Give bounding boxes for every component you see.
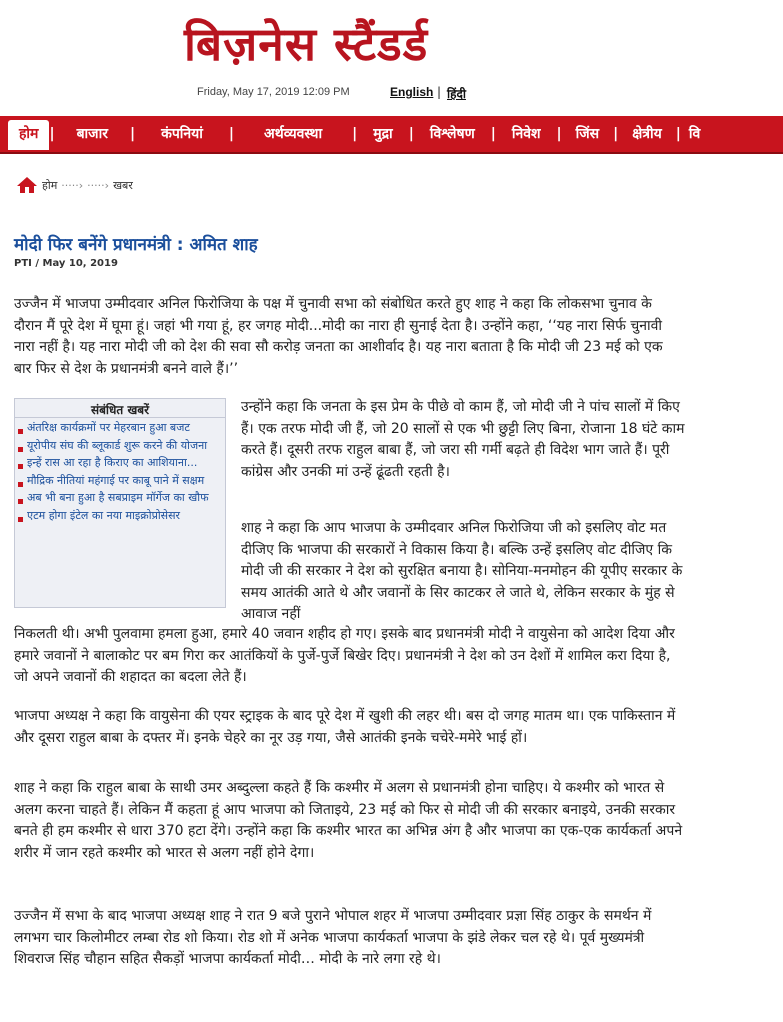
bullet-icon bbox=[18, 499, 23, 504]
nav-separator: | bbox=[490, 126, 496, 142]
nav-separator: | bbox=[49, 126, 55, 142]
language-english-link[interactable]: English bbox=[390, 85, 434, 99]
article-paragraph: उज्जैन में सभा के बाद भाजपा अध्यक्ष शाह ने रात 9 बजे पुराने भोपाल शहर में भाजपा उम्मीदवार प्रज्ञा सिंह ठाकुर के समर्थन में लगभग चार किलोमीटर लम्बा रोड शो किया। रोड शो में अनेक भाजपा कार्यकर्ता भाजपा के झंडे लेकर चल रहे थे। पूर्व मुख्यमंत्री शिवराज सिंह चौहान सहित सैकड़ों भाजपा कार्यकर्ता मोदी… मोदी के नारे लगा रहे थे। bbox=[14, 908, 652, 967]
nav-separator: | bbox=[228, 126, 235, 142]
breadcrumb-home[interactable]: होम bbox=[42, 178, 58, 192]
article-paragraph: उन्होंने कहा कि जनता के इस प्रेम के पीछे वो काम हैं, जो मोदी जी ने पांच सालों में किए हैं। एक तरफ मोदी जी हैं, जो 20 सालों से एक भी छुट्टी लिए बिना, रोजाना 18 घंटे काम करते हैं। दूसरी तरफ राहुल बाबा हैं, जो जरा सी गर्मी बढ़ते ही विदेश भाग जाते हैं। पूरी कांग्रेस और उनकी मां उन्हें ढूंढती रहती है। bbox=[241, 399, 685, 480]
bullet-icon bbox=[18, 517, 23, 522]
nav-separator: | bbox=[675, 126, 681, 142]
home-icon[interactable] bbox=[16, 176, 38, 194]
bullet-icon bbox=[18, 482, 23, 487]
related-news-link[interactable]: एटम होगा इंटेल का नया माइक्रोप्रोसेसर bbox=[27, 508, 181, 522]
article-paragraph: उज्जैन में भाजपा उम्मीदवार अनिल फिरोजिया के पक्ष में चुनावी सभा को संबोधित करते हुए शाह ने कहा कि लोकसभा चुनाव के दौरान मैं पूरे देश में घूमा हूं। जहां भी गया हूं, हर जगह मोदी...मोदी का नारा ही सुनाई देता है। उन्होंने कहा, ‘‘यह नारा सिर्फ चुनावी नारा नहीं है। यह नारा मोदी जी को देश की सवा सौ करोड़ जनता का आशीर्वाद है। यह नारा बताता है कि मोदी जी 23 मई को एक बार फिर से देश के प्रधानमंत्री बनने वाले हैं।’’ bbox=[14, 296, 663, 377]
bullet-icon bbox=[18, 429, 23, 434]
related-news-heading: संबंधित खबरें bbox=[15, 399, 225, 418]
related-news-item[interactable] bbox=[17, 438, 221, 454]
related-news-item[interactable] bbox=[17, 490, 221, 506]
related-news-link[interactable]: अब भी बना हुआ है सबप्राइम मॉर्गेज का खौफ bbox=[27, 491, 209, 504]
nav-separator: | bbox=[129, 126, 136, 142]
date-time: Friday, May 17, 2019 12:09 PM bbox=[197, 86, 350, 98]
article-paragraph: शाह ने कहा कि राहुल बाबा के साथी उमर अब्दुल्ला कहते हैं कि कश्मीर में अलग से प्रधानमंत्री होना चाहिए। ये कश्मीर को भारत से अलग करना चाहते हैं। लेकिन मैं कहता हूं आप भाजपा को जिताइये, 23 मई को फिर से मोदी जी की सरकार बनाइये, उनकी सरकार बनते ही हम कश्मीर से धारा 370 हटा देंगे। उन्होंने कहा कि कश्मीर भारत का अभिन्न अंग है और भाजपा का एक-एक कार्यकर्ता अपने शरीर में जान रहते कश्मीर को भारत से अलग नहीं होने देगा। bbox=[14, 780, 683, 861]
related-news-item[interactable] bbox=[17, 420, 221, 436]
nav-separator: | bbox=[556, 126, 562, 142]
nav-investment[interactable]: निवेश bbox=[511, 126, 541, 142]
nav-home[interactable]: होम bbox=[8, 120, 49, 150]
language-separator: | bbox=[437, 85, 442, 99]
nav-separator: | bbox=[352, 126, 358, 142]
nav-more[interactable]: वि bbox=[688, 126, 701, 142]
nav-bazar[interactable]: बाजार bbox=[76, 126, 108, 142]
main-nav bbox=[0, 116, 783, 154]
site-logo[interactable]: बिज़नेस स्टैंडर्ड bbox=[184, 17, 429, 71]
nav-currency[interactable]: मुद्रा bbox=[373, 126, 393, 142]
related-news-link[interactable]: मौद्रिक नीतियां महंगाई पर काबू पाने में सक्षम bbox=[27, 473, 205, 487]
language-hindi-link[interactable]: हिंदी bbox=[447, 87, 466, 101]
nav-separator: | bbox=[613, 126, 619, 142]
related-news-item[interactable] bbox=[17, 508, 221, 524]
nav-regional[interactable]: क्षेत्रीय bbox=[632, 126, 662, 142]
related-news-item[interactable] bbox=[17, 455, 221, 471]
article-meta: PTI / May 10, 2019 bbox=[14, 258, 118, 269]
article-paragraph-continued: निकलती थी। अभी पुलवामा हमला हुआ, हमारे 40 जवान शहीद हो गए। इसके बाद प्रधानमंत्री मोदी ने वायुसेना को आदेश दिया और हमारे जवानों ने बालाकोट पर बम गिरा कर आतंकियों के पुर्जे-पुर्जे बिखेर दिए। प्रधानमंत्री ने देश को उन देशों में शामिल करा दिया है, जो अपने जवानों की शहादत का बदला लेते हैं। bbox=[14, 626, 675, 685]
article-paragraph: शाह ने कहा कि आप भाजपा के उम्मीदवार अनिल फिरोजिया जी को इसलिए वोट मत दीजिए कि भाजपा की सरकारों ने विकास किया है। बल्कि उन्हें इसलिए वोट दीजिए कि मोदी जी की सरकार ने देश को सुरक्षित बनाया है। सोनिया-मनमोहन की यूपीए सरकार के समय आतंकी आते थे और जवानों के सिर काटकर ले जाते थे, लेकिन सरकार के मुंह से आवाज नहीं bbox=[241, 520, 683, 622]
nav-analysis[interactable]: विश्लेषण bbox=[429, 126, 475, 142]
breadcrumb bbox=[16, 176, 133, 194]
article-date: May 10, 2019 bbox=[42, 258, 118, 269]
related-news-list bbox=[15, 418, 225, 523]
article-paragraph: भाजपा अध्यक्ष ने कहा कि वायुसेना की एयर स्ट्राइक के बाद पूरे देश में खुशी की लहर थी। बस दो जगह मातम था। एक पाकिस्तान में और दूसरा राहुल बाबा के दफ्तर में। इनके चेहरे का नूर उड़ गया, जैसे आतंकी इनके चचेरे-ममेरे भाई हों। bbox=[14, 708, 676, 746]
related-news-item[interactable] bbox=[17, 473, 221, 489]
nav-separator: | bbox=[408, 126, 414, 142]
breadcrumb-separator: ·····› bbox=[87, 178, 110, 192]
article-title: मोदी फिर बनेंगे प्रधानमंत्री : अमित शाह bbox=[14, 235, 258, 255]
breadcrumb-separator: ·····› bbox=[61, 178, 84, 192]
nav-economy[interactable]: अर्थव्यवस्था bbox=[264, 126, 323, 142]
related-news-link[interactable]: इन्हें रास आ रहा है किराए का आशियाना... bbox=[27, 456, 198, 469]
nav-commodities[interactable]: जिंस bbox=[575, 126, 600, 142]
article-source: PTI bbox=[14, 258, 32, 269]
masthead bbox=[0, 0, 783, 116]
related-news-link[interactable]: यूरोपीय संघ की ब्लूकार्ड शुरू करने की योजना bbox=[27, 438, 208, 452]
nav-companies[interactable]: कंपनियां bbox=[161, 126, 203, 142]
related-news-link[interactable]: अंतरिक्ष कार्यक्रमों पर मेहरबान हुआ बजट bbox=[27, 421, 190, 434]
breadcrumb-current: खबर bbox=[113, 178, 133, 192]
bullet-icon bbox=[18, 447, 23, 452]
bullet-icon bbox=[18, 464, 23, 469]
related-news-box bbox=[14, 398, 226, 608]
